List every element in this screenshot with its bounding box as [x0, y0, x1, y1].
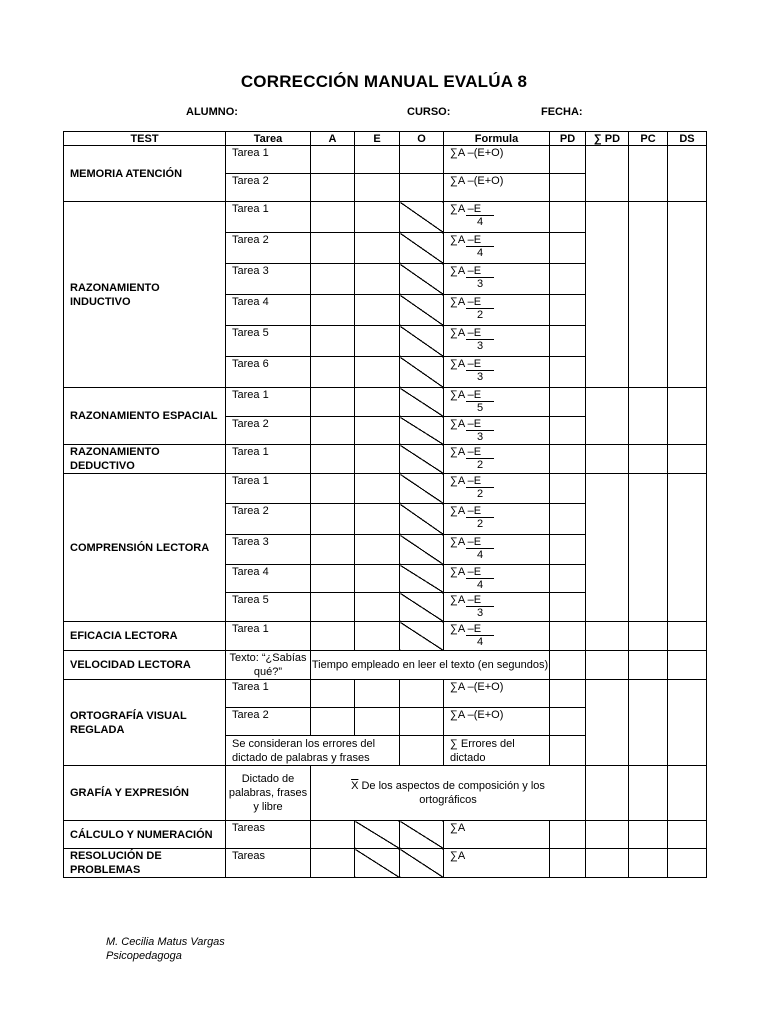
o-cell-slashed	[400, 535, 444, 565]
ds-cell[interactable]	[668, 821, 707, 849]
tiempo-cell: Tiempo empleado en leer el texto (en segundos)	[311, 651, 550, 680]
tarea-cell: Tarea 2	[226, 417, 311, 445]
pd-cell[interactable]	[550, 736, 586, 766]
test-resolucion: RESOLUCIÓN DE PROBLEMAS	[64, 849, 226, 878]
formula-cell: $\frac{\sum A -E}{3}$	[444, 326, 550, 357]
formula-cell: $\frac{\sum A -E}{3}$	[444, 264, 550, 295]
a-cell[interactable]	[311, 326, 355, 357]
tarea-cell: Tarea 1	[226, 622, 311, 651]
o-cell-slashed	[400, 295, 444, 326]
formula-cell: $\frac{\sum A -E}{3}$	[444, 593, 550, 622]
e-cell[interactable]	[355, 388, 400, 417]
e-cell[interactable]	[355, 174, 400, 202]
tarea-cell: Tarea 1	[226, 680, 311, 708]
tarea-cell: Tarea 5	[226, 593, 311, 622]
pd-cell[interactable]	[550, 565, 586, 593]
o-cell-slashed	[400, 622, 444, 651]
o-cell-slashed	[400, 504, 444, 535]
col-pc: PC	[629, 132, 668, 146]
test-ortografia: ORTOGRAFÍA VISUAL REGLADA	[64, 680, 226, 766]
o-cell-slashed	[400, 233, 444, 264]
ds-cell[interactable]	[668, 474, 707, 622]
formula-cell: $\frac{\sum A -E}{4}$	[444, 202, 550, 233]
sum-pd-cell[interactable]	[586, 651, 629, 680]
sum-pd-cell[interactable]	[586, 849, 629, 878]
pc-cell[interactable]	[629, 474, 668, 622]
a-cell[interactable]	[311, 849, 355, 878]
e-cell-slashed	[355, 849, 400, 878]
formula-cell: $\frac{\sum A -E}{4}$	[444, 622, 550, 651]
formula-cell: ∑A –(E+O)	[444, 146, 550, 174]
a-cell[interactable]	[311, 535, 355, 565]
e-cell[interactable]	[355, 504, 400, 535]
o-cell-slashed	[400, 565, 444, 593]
pd-cell[interactable]	[550, 680, 586, 708]
col-e: E	[355, 132, 400, 146]
curso-label: CURSO:	[407, 106, 451, 118]
col-test: TEST	[64, 132, 226, 146]
a-cell[interactable]	[311, 445, 355, 474]
ds-cell[interactable]	[668, 388, 707, 445]
sum-pd-cell[interactable]	[586, 821, 629, 849]
pc-cell[interactable]	[629, 445, 668, 474]
sum-pd-cell[interactable]	[586, 474, 629, 622]
test-razonamiento-espacial: RAZONAMIENTO ESPACIAL	[64, 388, 226, 445]
pd-cell[interactable]	[550, 202, 586, 233]
test-razonamiento-inductivo: RAZONAMIENTO INDUCTIVO	[64, 202, 226, 388]
formula-cell: ∑A –(E+O)	[444, 174, 550, 202]
ds-cell[interactable]	[668, 622, 707, 651]
col-formula: Formula	[444, 132, 550, 146]
a-cell[interactable]	[311, 174, 355, 202]
pd-cell[interactable]	[550, 146, 586, 174]
tarea-cell: Tarea 1	[226, 388, 311, 417]
col-o: O	[400, 132, 444, 146]
o-cell-slashed	[400, 388, 444, 417]
e-cell[interactable]	[355, 593, 400, 622]
pc-cell[interactable]	[629, 388, 668, 445]
a-cell[interactable]	[311, 474, 355, 504]
pd-cell[interactable]	[550, 233, 586, 264]
a-cell[interactable]	[311, 264, 355, 295]
pd-cell[interactable]	[550, 445, 586, 474]
e-cell[interactable]	[355, 417, 400, 445]
a-cell[interactable]	[311, 202, 355, 233]
tarea-cell: Tarea 1	[226, 202, 311, 233]
a-cell[interactable]	[311, 146, 355, 174]
formula-cell: ∑A –(E+O)	[444, 708, 550, 736]
col-ds: DS	[668, 132, 707, 146]
tarea-cell: Tarea 3	[226, 535, 311, 565]
ds-cell[interactable]	[668, 651, 707, 680]
pc-cell[interactable]	[629, 651, 668, 680]
tarea-cell: Tarea 6	[226, 357, 311, 388]
o-cell[interactable]	[400, 708, 444, 736]
o-cell-slashed	[400, 821, 444, 849]
pd-cell[interactable]	[550, 593, 586, 622]
mean-x-symbol: $\overline{X}$	[351, 780, 359, 792]
o-cell-slashed	[400, 474, 444, 504]
pd-cell[interactable]	[550, 651, 586, 680]
formula-cell: $\frac{\sum A -E}{4}$	[444, 233, 550, 264]
sum-pd-cell[interactable]	[586, 766, 629, 821]
sum-pd-cell[interactable]	[586, 146, 629, 202]
pd-cell[interactable]	[550, 174, 586, 202]
pd-cell[interactable]	[550, 708, 586, 736]
pc-cell[interactable]	[629, 849, 668, 878]
e-cell[interactable]	[355, 326, 400, 357]
ds-cell[interactable]	[668, 766, 707, 821]
o-cell-slashed	[400, 417, 444, 445]
e-cell[interactable]	[355, 233, 400, 264]
sum-pd-cell[interactable]	[586, 680, 629, 766]
a-cell[interactable]	[311, 821, 355, 849]
pc-cell[interactable]	[629, 146, 668, 202]
a-cell[interactable]	[311, 565, 355, 593]
pc-cell[interactable]	[629, 766, 668, 821]
o-cell[interactable]	[400, 680, 444, 708]
table-row	[64, 766, 707, 821]
table-row	[64, 146, 707, 174]
o-cell[interactable]	[400, 146, 444, 174]
test-memoria: MEMORIA ATENCIÓN	[64, 146, 226, 202]
a-cell[interactable]	[311, 708, 355, 736]
formula-cell: $\frac{\sum A -E}{5}$	[444, 388, 550, 417]
formula-cell: $\frac{\sum A -E}{2}$	[444, 295, 550, 326]
pd-cell[interactable]	[550, 357, 586, 388]
texto-cell: Texto: “¿Sabías qué?”	[226, 651, 311, 680]
o-cell-slashed	[400, 445, 444, 474]
tarea-cell: Tarea 1	[226, 445, 311, 474]
table-row	[64, 202, 707, 233]
ds-cell[interactable]	[668, 680, 707, 766]
pc-cell[interactable]	[629, 680, 668, 766]
pc-cell[interactable]	[629, 821, 668, 849]
o-cell-slashed	[400, 357, 444, 388]
pd-cell[interactable]	[550, 474, 586, 504]
errores-formula: ∑ Errores del dictado	[444, 736, 550, 766]
tarea-cell: Tarea 2	[226, 504, 311, 535]
formula-cell: $\frac{\sum A -E}{3}$	[444, 417, 550, 445]
e-cell[interactable]	[355, 357, 400, 388]
alumno-label: ALUMNO:	[186, 106, 238, 118]
ds-cell[interactable]	[668, 146, 707, 202]
a-cell[interactable]	[311, 388, 355, 417]
tarea-cell: Tarea 2	[226, 233, 311, 264]
table-row	[64, 388, 707, 417]
table-row	[64, 680, 707, 708]
formula-cell: $\frac{\sum A -E}{2}$	[444, 445, 550, 474]
pd-cell[interactable]	[550, 388, 586, 417]
pd-cell[interactable]	[550, 295, 586, 326]
formula-cell: $\frac{\sum A -E}{3}$	[444, 357, 550, 388]
table-row	[64, 651, 707, 680]
o-cell[interactable]	[400, 174, 444, 202]
pd-cell[interactable]	[550, 504, 586, 535]
pd-cell[interactable]	[550, 535, 586, 565]
table-row	[64, 474, 707, 504]
formula-cell: $\frac{\sum A -E}{2}$	[444, 474, 550, 504]
a-cell[interactable]	[311, 680, 355, 708]
a-cell[interactable]	[311, 233, 355, 264]
col-sum-pd: ∑ PD	[586, 132, 629, 146]
tarea-cell: Tareas	[226, 821, 311, 849]
e-cell[interactable]	[355, 146, 400, 174]
e-cell-slashed	[355, 821, 400, 849]
o-cell[interactable]	[400, 736, 444, 766]
e-cell[interactable]	[355, 202, 400, 233]
test-razonamiento-deductivo: RAZONAMIENTO DEDUCTIVO	[64, 445, 226, 474]
page-title: CORRECCIÓN MANUAL EVALÚA 8	[240, 72, 528, 91]
sum-pd-cell[interactable]	[586, 445, 629, 474]
e-cell[interactable]	[355, 680, 400, 708]
formula-cell: $\frac{\sum A -E}{4}$	[444, 535, 550, 565]
sum-pd-cell[interactable]	[586, 622, 629, 651]
a-cell[interactable]	[311, 593, 355, 622]
e-cell[interactable]	[355, 445, 400, 474]
sum-pd-cell[interactable]	[586, 388, 629, 445]
footer-role: Psicopedagoga	[106, 950, 182, 962]
pc-cell[interactable]	[629, 202, 668, 388]
e-cell[interactable]	[355, 295, 400, 326]
a-cell[interactable]	[311, 504, 355, 535]
tarea-cell: Tarea 4	[226, 565, 311, 593]
e-cell[interactable]	[355, 264, 400, 295]
aspectos-cell: $\overline{X}$ De los aspectos de composición y los ortográficos	[311, 766, 586, 821]
ds-cell[interactable]	[668, 445, 707, 474]
formula-cell: $\frac{\sum A -E}{2}$	[444, 504, 550, 535]
pd-cell[interactable]	[550, 622, 586, 651]
errores-note: Se consideran los errores del dictado de palabras y frases	[226, 736, 400, 766]
footer-name: M. Cecilia Matus Vargas	[106, 936, 225, 948]
dictado-cell: Dictado de palabras, frases y libre	[226, 766, 311, 821]
formula-cell: ∑A	[444, 849, 550, 878]
a-cell[interactable]	[311, 357, 355, 388]
o-cell-slashed	[400, 264, 444, 295]
test-grafia: GRAFÍA Y EXPRESIÓN	[64, 766, 226, 821]
tarea-cell: Tarea 2	[226, 174, 311, 202]
table-row	[64, 849, 707, 878]
formula-cell: ∑A	[444, 821, 550, 849]
table-row	[64, 821, 707, 849]
a-cell[interactable]	[311, 622, 355, 651]
table-row	[64, 622, 707, 651]
fecha-label: FECHA:	[541, 106, 583, 118]
correction-table	[63, 131, 707, 878]
a-cell[interactable]	[311, 295, 355, 326]
pd-cell[interactable]	[550, 849, 586, 878]
pd-cell[interactable]	[550, 326, 586, 357]
tarea-cell: Tarea 2	[226, 708, 311, 736]
tarea-cell: Tarea 1	[226, 146, 311, 174]
test-eficacia-lectora: EFICACIA LECTORA	[64, 622, 226, 651]
tarea-cell: Tarea 3	[226, 264, 311, 295]
o-cell-slashed	[400, 593, 444, 622]
e-cell[interactable]	[355, 565, 400, 593]
tarea-cell: Tarea 5	[226, 326, 311, 357]
test-comprension-lectora: COMPRENSIÓN LECTORA	[64, 474, 226, 622]
pd-cell[interactable]	[550, 417, 586, 445]
test-calculo: CÁLCULO Y NUMERACIÓN	[64, 821, 226, 849]
ds-cell[interactable]	[668, 202, 707, 388]
ds-cell[interactable]	[668, 849, 707, 878]
pd-cell[interactable]	[550, 821, 586, 849]
e-cell[interactable]	[355, 622, 400, 651]
col-pd: PD	[550, 132, 586, 146]
col-a: A	[311, 132, 355, 146]
formula-cell: ∑A –(E+O)	[444, 680, 550, 708]
sum-pd-cell[interactable]	[586, 202, 629, 388]
col-tarea: Tarea	[226, 132, 311, 146]
pd-cell[interactable]	[550, 264, 586, 295]
o-cell-slashed	[400, 849, 444, 878]
tarea-cell: Tareas	[226, 849, 311, 878]
header-row	[64, 132, 707, 146]
e-cell[interactable]	[355, 535, 400, 565]
o-cell-slashed	[400, 202, 444, 233]
e-cell[interactable]	[355, 474, 400, 504]
o-cell-slashed	[400, 326, 444, 357]
test-velocidad-lectora: VELOCIDAD LECTORA	[64, 651, 226, 680]
e-cell[interactable]	[355, 708, 400, 736]
pc-cell[interactable]	[629, 622, 668, 651]
tarea-cell: Tarea 1	[226, 474, 311, 504]
table-row	[64, 445, 707, 474]
tarea-cell: Tarea 4	[226, 295, 311, 326]
a-cell[interactable]	[311, 417, 355, 445]
formula-cell: $\frac{\sum A -E}{4}$	[444, 565, 550, 593]
